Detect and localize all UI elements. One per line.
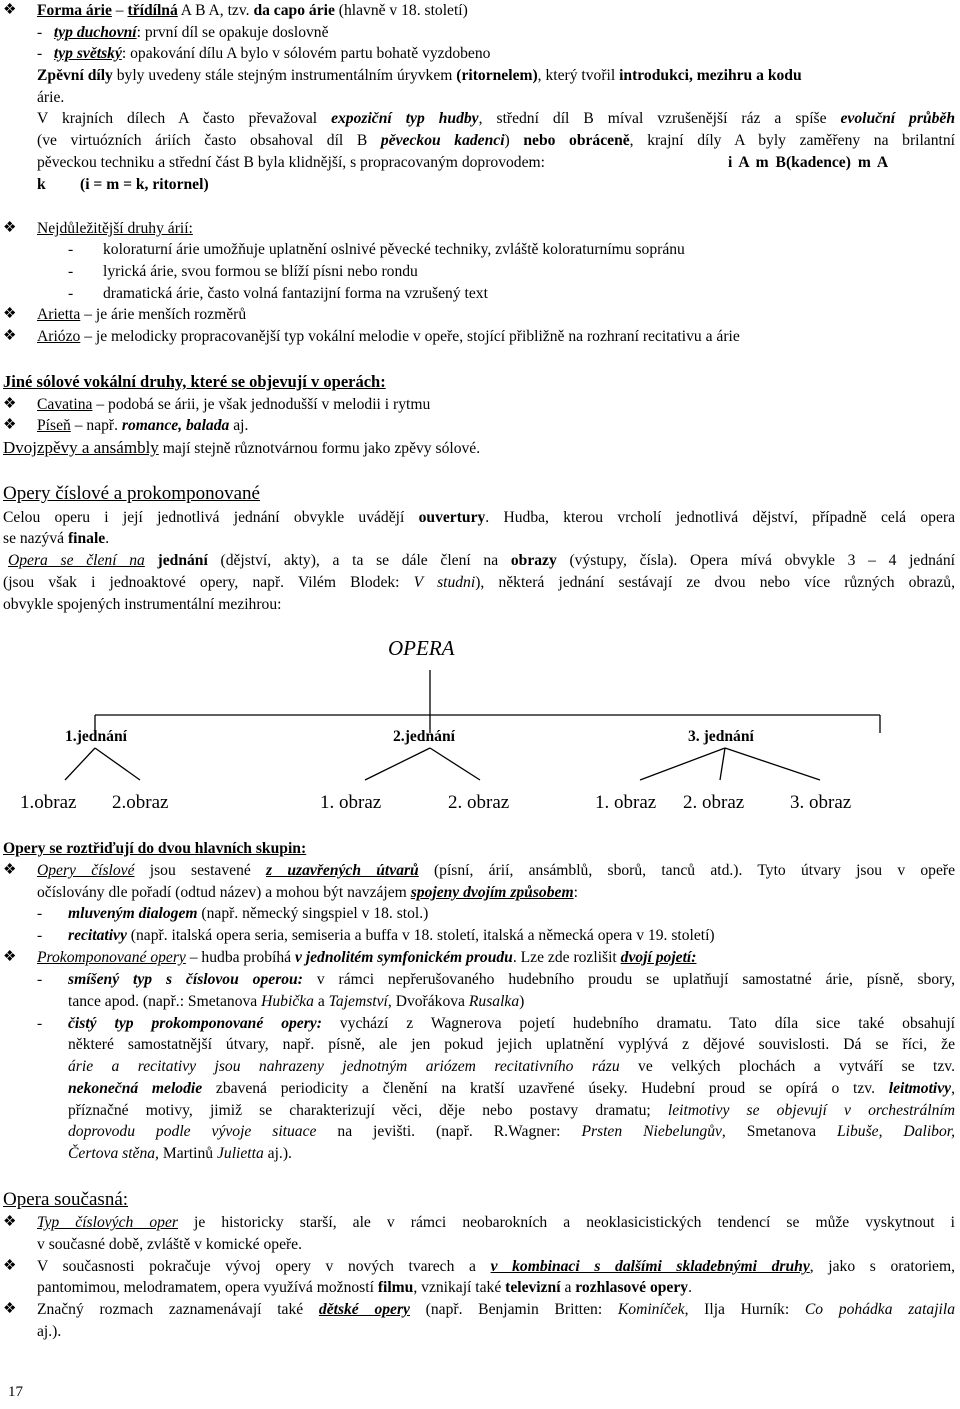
bullet-icon: ❖ xyxy=(3,417,17,433)
cavatina-line: Cavatina – podobá se árii, je však jednodušší v melodii i rytmu xyxy=(37,396,431,413)
two-groups-heading: Opery se roztřiďují do dvou hlavních skupin: xyxy=(3,840,307,857)
interlude-line: obvykle spojených instrumentální mezihrou: xyxy=(3,596,282,613)
spoken-dialogue-item: mluveným dialogem (např. německý singspiel v 18. stol.) xyxy=(68,905,429,922)
bullet-icon: ❖ xyxy=(3,306,17,322)
pure-type-line-6: doprovodu podle vývoje situace na jevišti. (např. R.Wagner: Prsten Niebelungův, Smetanova Libuše, Dalibor, xyxy=(68,1123,955,1140)
numbered-type-line: Typ číslových oper je historicky starší, ale v rámci neobarokních a neoklasicistických tendencí se může vyskytnout i xyxy=(37,1214,955,1231)
pure-type-line-5: příznačné motivy, jimiž se charakterizují věci, děje nebo postavy dramatu; leitmotivy se objevují v orchestrálním xyxy=(68,1102,956,1119)
diagram-branch xyxy=(640,748,725,780)
dash: - xyxy=(37,927,43,944)
list-item: koloraturní árie umožňuje uplatnění oslnivé pěvecké techniky, zvláště koloraturnímu sopránu xyxy=(103,241,685,258)
diagram-branch xyxy=(365,748,430,780)
childrens-opera-line: Značný rozmach zaznamenávají také dětské opery (např. Benjamin Britten: Kominíček, Ilja Hurník: Co pohádka zatajila xyxy=(37,1301,955,1318)
diagram-branch xyxy=(65,748,95,780)
new-forms-line-2: pantomimou, melodramatem, opera využívá možností filmu, vznikají také televizní a rozhlasové opery. xyxy=(37,1279,692,1296)
mixed-type-item-2: tance apod. (např.: Smetanova Hubička a Tajemství, Dvořákova Rusalka) xyxy=(68,993,525,1010)
dash: - xyxy=(37,1015,43,1032)
ariozo-line: Ariózo – je melodicky propracovanější typ vokální melodie v opeře, stojící přibližně na rozhraní recitativu a árie xyxy=(37,328,740,345)
bullet-icon: ❖ xyxy=(3,328,17,344)
bullet-icon: ❖ xyxy=(3,1214,17,1230)
one-act-line: (jsou však i jednoaktové opery, např. Vilém Blodek: V studni), některá jednání sestávají ze dvou nebo více různých obrazů, xyxy=(3,574,955,591)
outer-parts-line: V krajních dílech A často převažoval expoziční typ hudby, střední díl B míval vzrušenější ráz a spíše evoluční průběh xyxy=(37,110,955,127)
bullet-icon: ❖ xyxy=(3,862,17,878)
dash: - xyxy=(37,905,43,922)
list-item: lyrická árie, svou formou se blíží písni nebo rondu xyxy=(103,263,418,280)
bullet-icon: ❖ xyxy=(3,1258,17,1274)
pure-type-item: čistý typ prokomponované opery: vychází z Wagnerova pojetí hudebního dramatu. Tato díla sice také obsahují xyxy=(68,1015,956,1032)
opera-division-line: Opera se člení na jednání (dějství, akty), a ta se dále člení na obrazy (výstupy, čísla). Opera mívá obvykle 3 – 4 jednání xyxy=(8,552,955,569)
ritornel-note: (i = m = k, ritornel) xyxy=(80,176,209,193)
through-composed-line: Prokomponované opery – hudba probíhá v jednolitém symfonickém proudu. Lze zde rozlišit dvojí pojetí: xyxy=(37,949,697,966)
pure-type-line-4: nekonečná melodie zbavená periodicity a členění na kratší uzavřené úseky. Hudební proud se opírá o tzv. leitmotivy, xyxy=(68,1080,955,1097)
cadenza-line: (ve virtuózních áriích často obsahoval díl B pěveckou kadenci) nebo obráceně, krajní díly A byly zaměřeny na brilantní xyxy=(37,132,955,149)
finale-line: se nazývá finale. xyxy=(3,530,110,547)
diagram-scene: 3. obraz xyxy=(790,792,852,813)
song-line: Píseň – např. romance, balada aj. xyxy=(37,417,249,434)
page-number: 17 xyxy=(8,1384,23,1400)
pure-type-line-3: árie a recitativy jsou nahrazeny jednotným ariózem recitativního rázu ve velkých plochách a vytváří se tzv. xyxy=(68,1058,955,1075)
diagram-branch xyxy=(720,748,725,780)
diagram-branch xyxy=(430,748,480,780)
ensembles-line: Dvojzpěvy a ansámbly mají stejně různotvárnou formu jako zpěvy sólové. xyxy=(3,438,481,457)
vocal-parts-line-end: árie. xyxy=(37,89,65,106)
dash: - xyxy=(37,971,43,988)
diagram-root: OPERA xyxy=(388,636,455,660)
numbered-operas-heading: Opery číslové a prokomponované xyxy=(3,483,260,504)
secular-type-line: - typ světský: opakování dílu A bylo v sólovém partu bohatě vyzdobeno xyxy=(37,45,491,62)
bullet-icon: ❖ xyxy=(3,220,17,236)
technique-line: pěveckou techniku a střední část B byla klidnější, s propracovaným doprovodem: xyxy=(37,154,545,171)
numbered-operas-line: Opery číslové jsou sestavené z uzavřených útvarů (písní, árií, ansámblů, sborů, tanců atd.). Tyto útvary jsou v opeře xyxy=(37,862,955,879)
other-vocal-heading: Jiné sólové vokální druhy, které se objevují v operách: xyxy=(3,372,386,391)
form-scheme: i A m B(kadence) m A xyxy=(728,154,889,171)
list-item: dramatická árie, často volná fantazijní forma na vzrušený text xyxy=(103,285,488,302)
diagram-act-2: 2.jednání xyxy=(393,728,455,745)
numbered-type-line-2: v současné době, zvláště v komické opeře. xyxy=(37,1236,303,1253)
contemporary-opera-heading: Opera současná: xyxy=(3,1189,129,1210)
diagram-act-1: 1.jednání xyxy=(65,728,127,745)
pure-type-line-2: některé samostatnější útvary, např. písně, ale jen pokud jejich uplatnění vyplývá z dějové souvislosti. Dá se říci, že xyxy=(68,1036,955,1053)
ouverture-line: Celou operu i její jednotlivá jednání obvykle uvádějí ouvertury. Hudba, kterou vrcholí jednotlivá dějství, případně celá opera xyxy=(3,509,955,526)
diagram-scene: 1.obraz xyxy=(20,792,77,813)
diagram-branch xyxy=(725,748,820,780)
dash: - xyxy=(68,241,74,258)
childrens-opera-line-2: aj.). xyxy=(37,1323,62,1340)
numbered-operas-line-2: očíslovány dle pořadí (odtud název) a mohou být navzájem spojeny dvojím způsobem: xyxy=(37,884,578,901)
diagram-scene: 2. obraz xyxy=(683,792,745,813)
diagram-branch xyxy=(95,748,140,780)
bullet-icon: ❖ xyxy=(3,396,17,412)
vocal-parts-line: Zpěvní díly byly uvedeny stále stejným instrumentálním úryvkem (ritornelem), který tvořil introdukci, mezihru a kodu xyxy=(37,67,802,84)
diagram-act-3: 3. jednání xyxy=(688,728,754,745)
sacred-type-line: - typ duchovní: první díl se opakuje doslovně xyxy=(37,24,329,41)
arietta-line: Arietta – je árie menších rozměrů xyxy=(37,306,247,323)
diagram-scene: 1. obraz xyxy=(595,792,657,813)
bullet-icon: ❖ xyxy=(3,1301,17,1317)
dash: - xyxy=(68,263,74,280)
mixed-type-item: smíšený typ s číslovou operou: v rámci nepřerušovaného hudebního proudu se uplatňují samostatné árie, písně, sbory, xyxy=(68,971,955,988)
bullet-icon: ❖ xyxy=(3,2,17,18)
aria-form-line: Forma árie – třídílná A B A, tzv. da capo árie (hlavně v 18. století) xyxy=(37,2,468,19)
diagram-scene: 2. obraz xyxy=(448,792,510,813)
form-scheme-end: k xyxy=(37,176,46,193)
aria-types-heading: Nejdůležitější druhy árií: xyxy=(37,220,193,237)
diagram-scene: 1. obraz xyxy=(320,792,382,813)
recitative-item: recitativy (např. italská opera seria, semiseria a buffa v 18. století, italská a německá opera v 19. století) xyxy=(68,927,715,944)
new-forms-line: V současnosti pokračuje vývoj opery v nových tvarech a v kombinaci s dalšími skladebnými druhy, jako s oratoriem, xyxy=(37,1258,955,1275)
dash: - xyxy=(68,285,74,302)
diagram-scene: 2.obraz xyxy=(112,792,169,813)
pure-type-line-7: Čertova stěna, Martinů Julietta aj.). xyxy=(68,1145,292,1162)
bullet-icon: ❖ xyxy=(3,949,17,965)
